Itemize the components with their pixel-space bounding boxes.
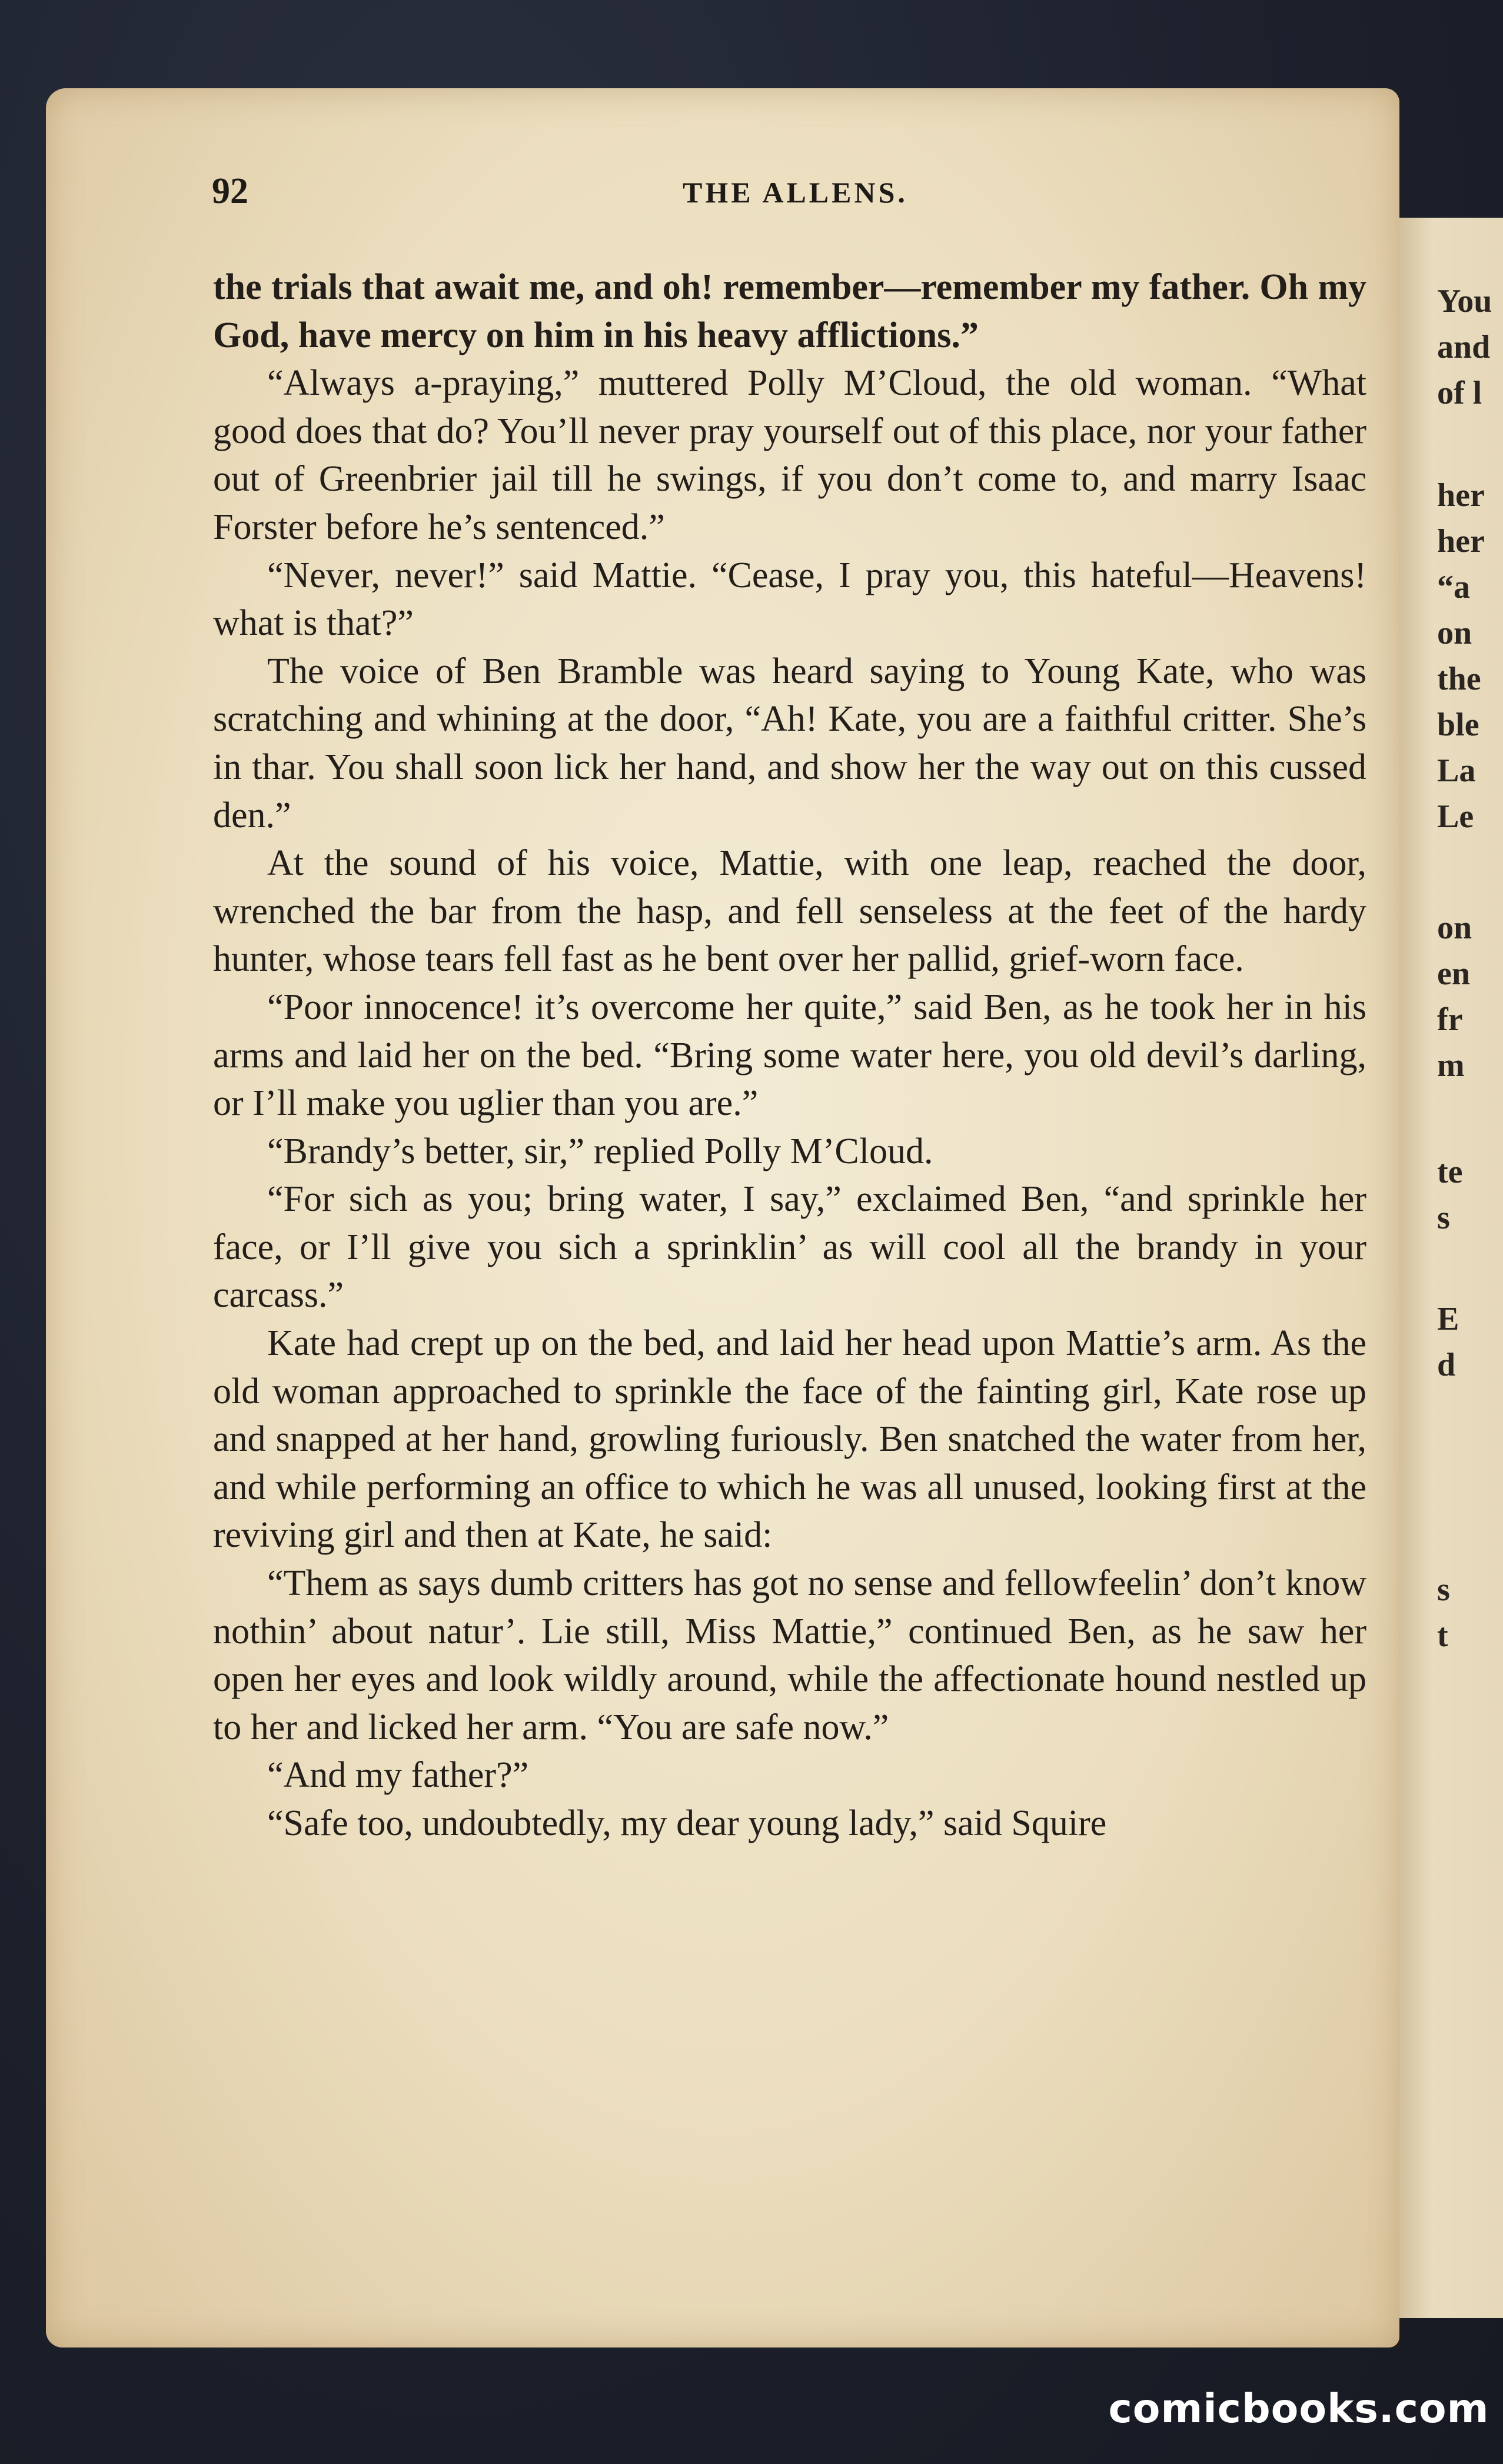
watermark-text: comicbooks.com — [1108, 2385, 1489, 2432]
body-text — [213, 264, 1366, 1848]
paragraph: “And my father?” — [267, 1755, 529, 1796]
paragraph: “Never, never!” said Mattie. “Cease, I pray you, this hateful—Heavens! what is that?” — [213, 555, 1366, 644]
paragraph: “For sich as you; bring water, I say,” exclaimed Ben, “and sprinkle her face, or I’ll give you sich a sprinklin’ as will cool all the brandy in your carcass.” — [213, 1179, 1366, 1316]
adjacent-page-fragment: s — [1437, 1200, 1450, 1236]
paragraph: At the sound of his voice, Mattie, with one leap, reached the door, wrenched the bar from the hasp, and fell senseless at the feet of the hardy hunter, whose tears fell fast as he bent over her pallid, grief-worn face. — [213, 843, 1366, 980]
adjacent-page-fragment: en — [1437, 955, 1470, 992]
paragraph: “Them as says dumb critters has got no sense and fellowfeelin’ don’t know nothin’ about natur’. Lie still, Miss Mattie,” continued Ben, as he saw her open her eyes and look wildly around, while the affectionate hound nestled up to her and licked her arm. “You are safe now.” — [213, 1563, 1366, 1747]
adjacent-page-fragment: of l — [1437, 375, 1482, 411]
adjacent-page-fragment: d — [1437, 1347, 1456, 1383]
paragraph: Kate had crept up on the bed, and laid her head upon Mattie’s arm. As the old woman approached to sprinkle the face of the fainting girl, Kate rose up and snapped at her hand, growling furiously. Ben snatched the water from her, and while performing an office to which he was all unused, looking first at the reviving girl and then at Kate, he said: — [213, 1323, 1366, 1556]
adjacent-page-fragment: Le — [1437, 798, 1474, 835]
adjacent-page-fragment: her — [1437, 523, 1485, 560]
paragraph: the trials that await me, and oh! remember—remember my father. Oh my God, have mercy on him in his heavy afflictions.” — [213, 267, 1366, 355]
adjacent-page-fragment: fr — [1437, 1001, 1463, 1038]
adjacent-page-fragment: ble — [1437, 707, 1479, 743]
adjacent-page-fragment: “a — [1437, 569, 1470, 605]
adjacent-page-fragment: E — [1437, 1301, 1459, 1337]
paragraph: “Safe too, undoubtedly, my dear young lady,” said Squire — [267, 1803, 1107, 1843]
page-number: 92 — [212, 171, 248, 211]
paragraph: “Always a-praying,” muttered Polly M’Cloud, the old woman. “What good does that do? You’ll never pray yourself out of this place, nor your father out of Greenbrier jail till he swings, if you don’t come to, and marry Isaac Forster before he’s sentenced.” — [213, 363, 1366, 547]
watermark — [1095, 2373, 1503, 2444]
adjacent-page-fragment: te — [1437, 1154, 1463, 1190]
adjacent-page-fragment: s — [1437, 1571, 1450, 1608]
adjacent-page-fragment: You — [1437, 283, 1492, 319]
adjacent-page-fragment: t — [1437, 1617, 1448, 1654]
adjacent-page-fragment: on — [1437, 615, 1472, 651]
adjacent-page-fragment: the — [1437, 661, 1481, 697]
adjacent-page-fragment: her — [1437, 477, 1485, 514]
running-title: THE ALLENS. — [683, 176, 908, 209]
paragraph: “Brandy’s better, sir,” replied Polly M’Cloud. — [267, 1131, 933, 1171]
adjacent-page — [1395, 218, 1503, 2318]
paragraph: The voice of Ben Bramble was heard saying to Young Kate, who was scratching and whining at the door, “Ah! Kate, you are a faithful critter. She’s in thar. You shall soon lick her hand, and show her the way out on this cussed den.” — [213, 651, 1366, 835]
adjacent-page-fragment: La — [1437, 752, 1476, 789]
running-head — [0, 171, 1503, 218]
adjacent-page-fragment: and — [1437, 329, 1491, 365]
adjacent-page-fragment: on — [1437, 910, 1472, 946]
paragraph: “Poor innocence! it’s overcome her quite,” said Ben, as he took her in his arms and laid her on the bed. “Bring some water here, you old devil’s darling, or I’ll make you uglier than you are.” — [213, 987, 1366, 1124]
adjacent-page-fragment: m — [1437, 1047, 1465, 1084]
